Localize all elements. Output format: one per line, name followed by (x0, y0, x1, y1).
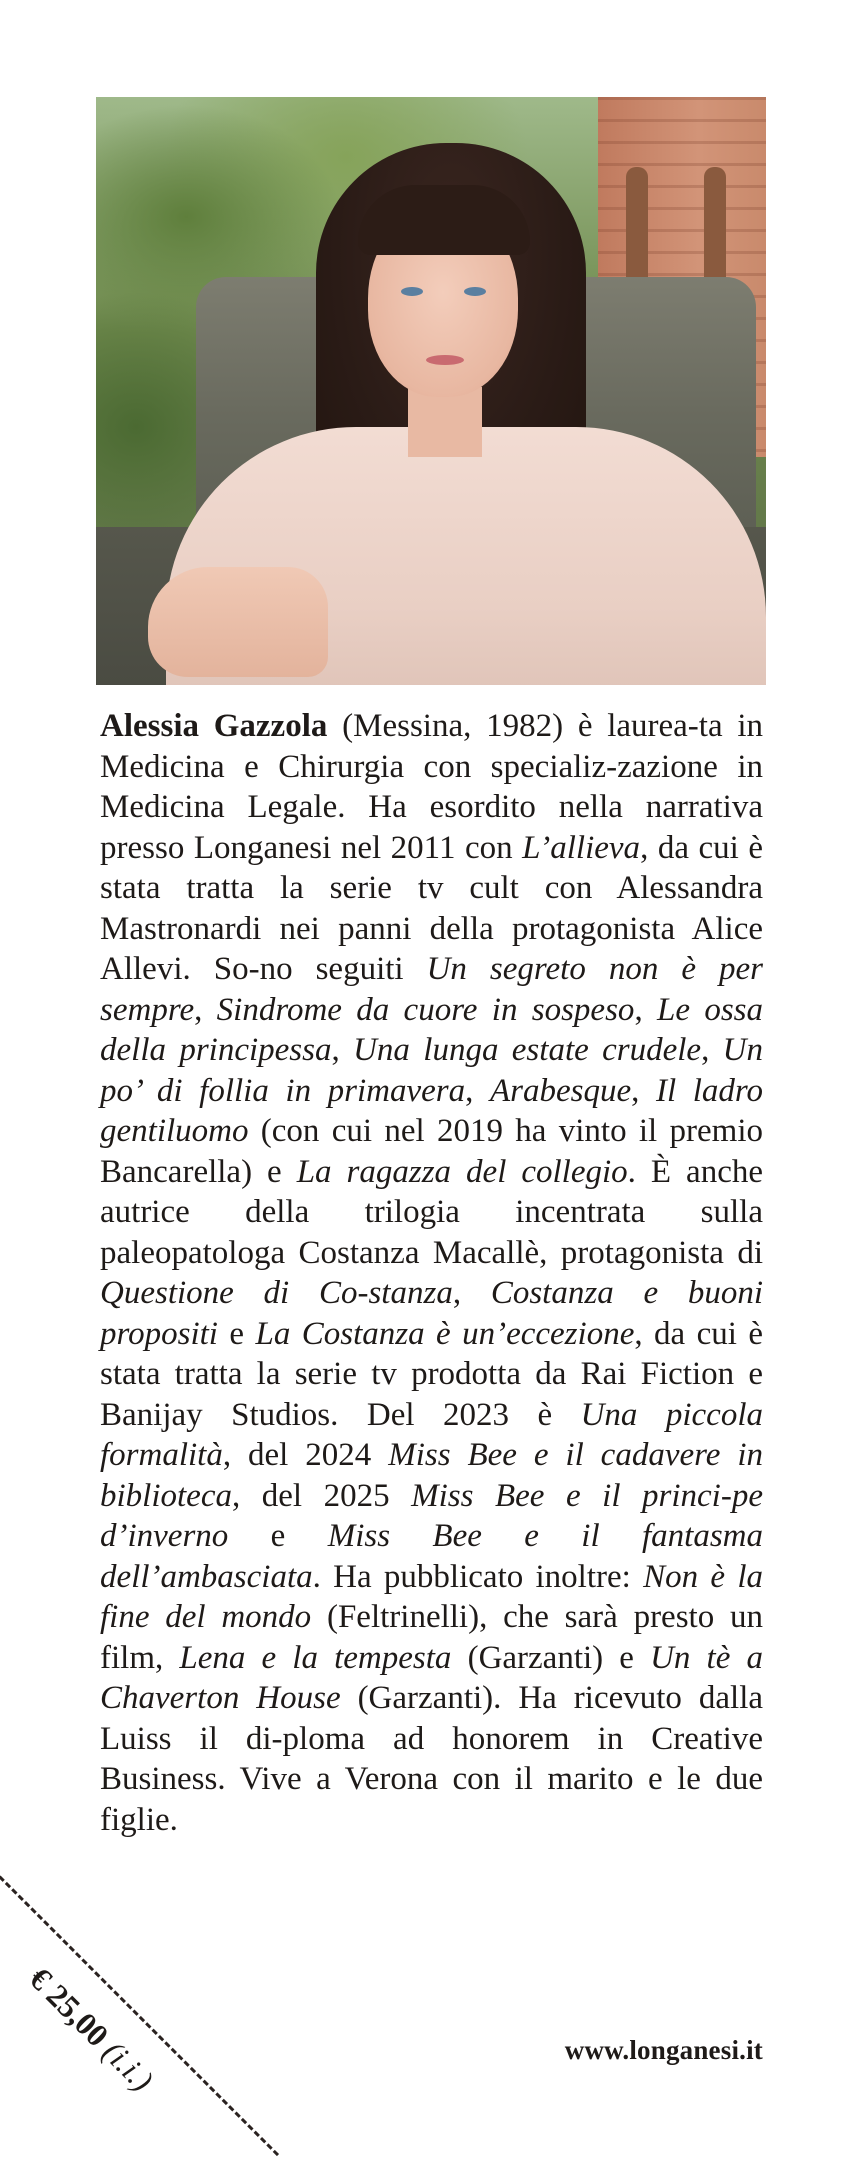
author-biography (100, 706, 763, 1840)
book-title: Le ossa della principessa (100, 991, 763, 1068)
author-name: Alessia Gazzola (100, 708, 328, 744)
bio-text: (con cui nel 2019 ha vinto il premio Bancarella) e (100, 1113, 763, 1190)
photo-arm (148, 567, 328, 677)
book-title: Una piccola formalità (100, 1396, 763, 1473)
book-title: Il ladro gentiluomo (100, 1072, 764, 1149)
author-photo (96, 97, 766, 685)
book-title: Miss Bee e il cadavere in biblioteca (100, 1437, 763, 1514)
bio-text: . È anche autrice della trilogia incentrata sulla paleopatologa Costanza Macallè, protagonista di (100, 1153, 763, 1271)
book-title: Miss Bee e il fantasma dell’ambasciata (100, 1518, 763, 1595)
bio-text: , (634, 991, 657, 1028)
book-title: Lena e la tempesta (179, 1639, 452, 1676)
book-title: Costanza e buoni propositi (100, 1275, 764, 1352)
bio-text: , (331, 1032, 354, 1068)
book-title: La Costanza è un’eccezione (255, 1315, 635, 1352)
bio-text: (Garzanti) e (451, 1639, 651, 1676)
bio-text: , (701, 1032, 723, 1068)
photo-window (704, 167, 726, 287)
bio-text: , da cui è stata tratta la serie tv cult con Alessandra Mastronardi nei panni della protagonista Alice Allevi. So-no seguiti (100, 829, 763, 987)
bio-text: , (194, 991, 217, 1028)
book-title: Un po’ di follia in primavera (100, 1032, 763, 1109)
price-label (22, 1960, 211, 2149)
bio-text: e (228, 1518, 328, 1554)
photo-eye (401, 287, 423, 296)
bio-text: (Garzanti). Ha ricevuto dalla Luiss il di-ploma ad honorem in Creative Business. Vive a Verona con il marito e le due figlie. (100, 1680, 764, 1838)
book-title: Miss Bee e il princi-pe d’inverno (100, 1477, 763, 1554)
publisher-website: www.longanesi.it (564, 2035, 763, 2065)
book-title: Un segreto non è per sempre (100, 951, 764, 1028)
bio-text: , (631, 1072, 656, 1109)
photo-eye (464, 287, 486, 296)
bio-text: . Ha pubblicato inoltre: (312, 1558, 644, 1595)
book-title: Non è la fine del mondo (100, 1558, 763, 1635)
photo-neck (408, 387, 482, 457)
bio-text: (Feltrinelli), che sarà presto un film, (100, 1599, 763, 1676)
book-title: Arabesque (490, 1072, 632, 1109)
book-title: Una lunga estate crudele (353, 1032, 702, 1068)
photo-lips (426, 355, 464, 365)
bio-text: , da cui è stata tratta la serie tv prodotta da Rai Fiction e Banijay Studios. Del 2023 è (100, 1315, 763, 1433)
book-title: L’allieva (522, 829, 641, 866)
bio-text: , (452, 1275, 491, 1311)
bio-text: e (217, 1315, 256, 1352)
bio-text: (Messina, 1982) è laurea-ta in Medicina e Chirurgia con specializ-zazione in Medicina Legale. Ha esordito nella narrativa presso Longanesi nel 2011 con (100, 708, 764, 866)
book-title: Un tè a Chaverton House (100, 1639, 763, 1716)
photo-window (626, 167, 648, 287)
book-title: Sindrome da cuore in sospeso (216, 991, 635, 1028)
bio-text: , del 2025 (231, 1477, 412, 1514)
book-title: Questione di Co-stanza (100, 1275, 453, 1311)
price-amount: € 25,00 (22, 1960, 116, 2054)
book-title: La ragazza del collegio (296, 1153, 628, 1190)
price-tax-note: (i.i.) (96, 2033, 161, 2098)
bio-text: , del 2024 (222, 1437, 389, 1473)
biography-body (100, 708, 763, 1838)
photo-bangs (358, 185, 530, 255)
bio-text: , (465, 1072, 490, 1109)
